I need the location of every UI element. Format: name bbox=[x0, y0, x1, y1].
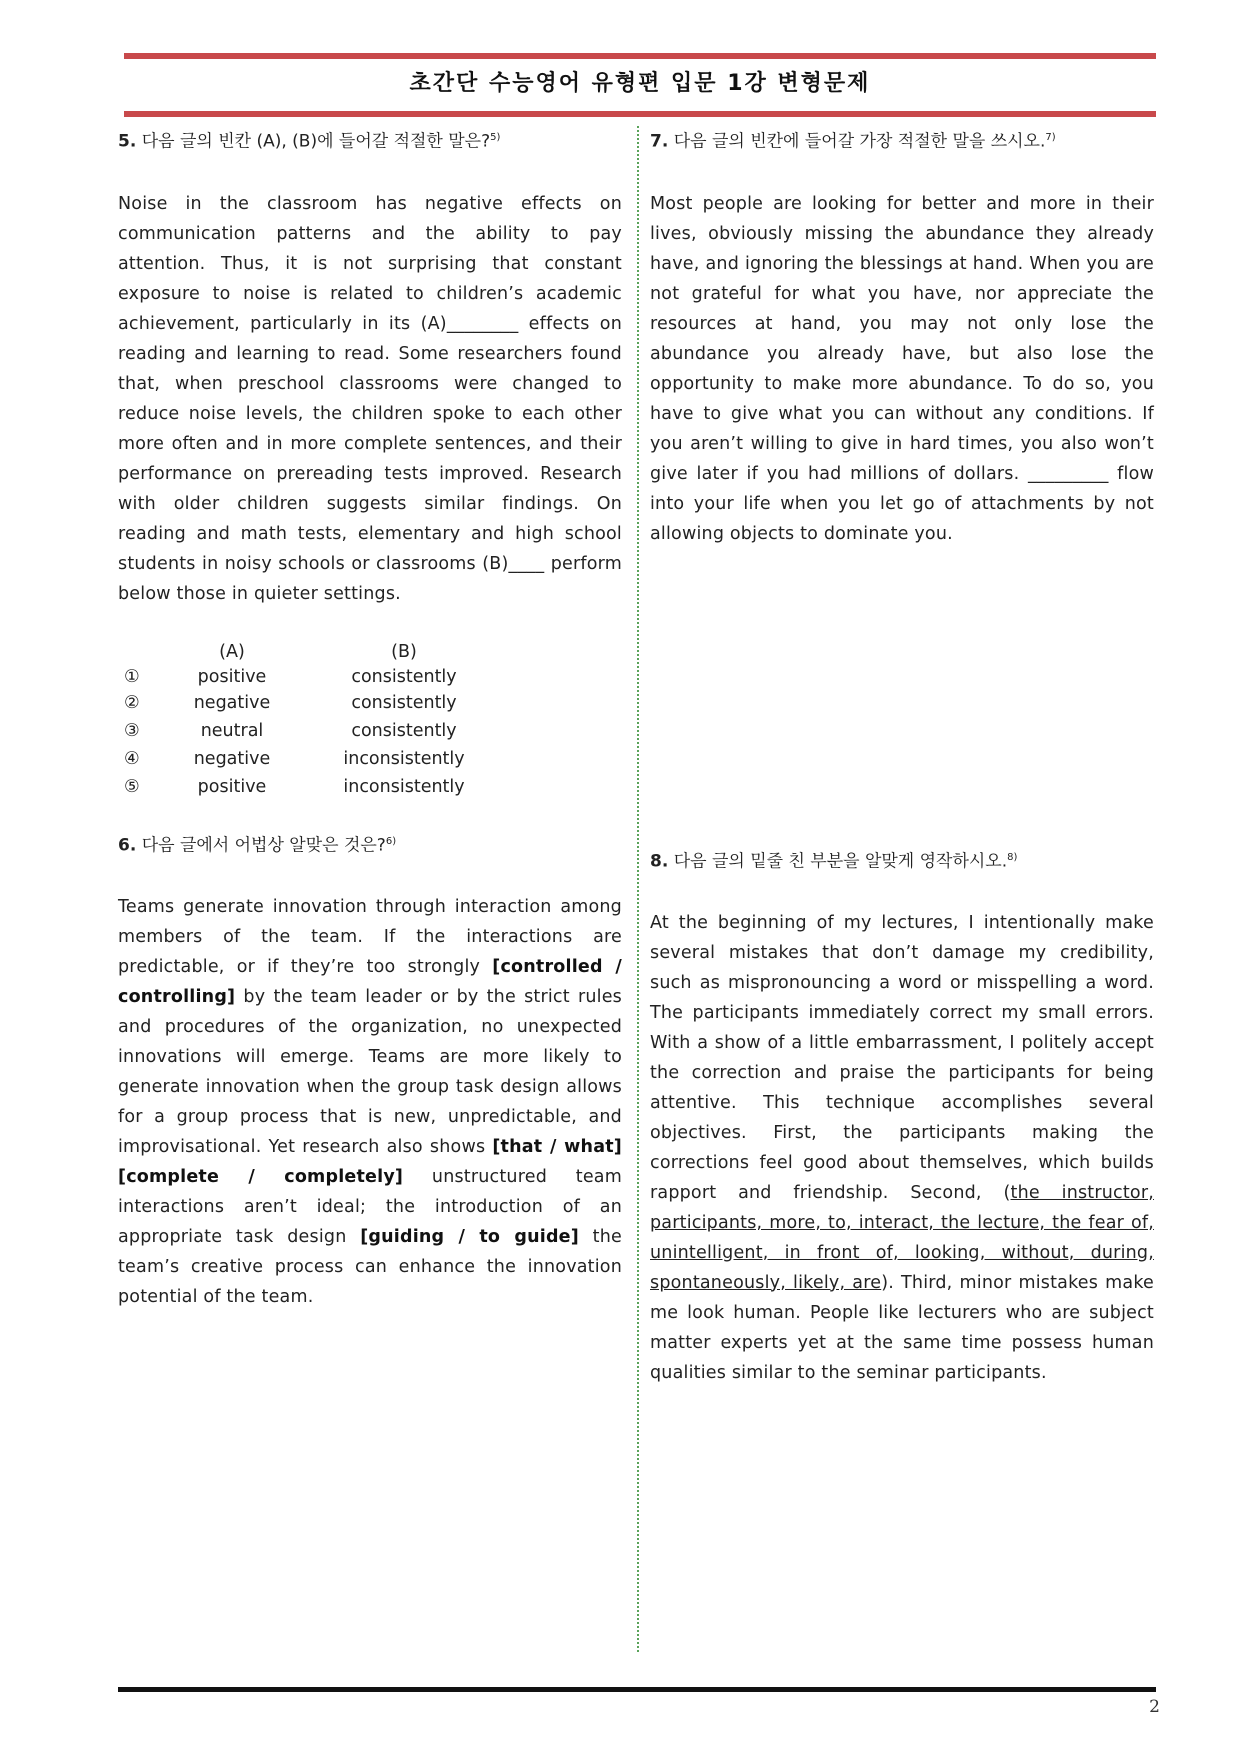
question-8-heading bbox=[650, 846, 1154, 874]
passage-text: At the beginning of my lectures, I intentionally make several mistakes that don’t damage my credibility, such as mispronouncing a word or misspelling a word. The participants immediately correct my small errors. With a show of a little embarrassment, I politely accept the correction and praise the participants for being attentive. This technique accomplishes several objectives. First, the participants making the corrections feel good about themselves, which builds rapport and friendship. Second, ( bbox=[650, 912, 1154, 1203]
question-7-number: 7. bbox=[650, 131, 669, 152]
question-8 bbox=[650, 846, 1154, 1388]
passage-text: unstructured team interactions aren’t ideal; the introduction of an appropriate task design bbox=[118, 1166, 622, 1247]
choice-a-value: negative bbox=[193, 693, 271, 713]
choice-row bbox=[118, 721, 458, 747]
passage-text: by the team leader or by the strict rules and procedures of the organization, no unexpected innovations will emerge. Teams are more likely to generate innovation when the group task design allows for a group process that is new, unpredictable, and improvisational. Yet research also shows bbox=[118, 986, 622, 1157]
question-7 bbox=[650, 126, 1154, 549]
column-divider bbox=[637, 126, 639, 1652]
header-bottom-rule bbox=[124, 111, 1156, 117]
grammar-choice-1: [controlled / controlling] bbox=[118, 956, 622, 1007]
choice-a-value: negative bbox=[193, 749, 271, 769]
choice-a-value: neutral bbox=[200, 721, 264, 741]
choice-b-value: consistently bbox=[351, 721, 457, 741]
choice-a-value: positive bbox=[197, 667, 267, 687]
choice-number: ④ bbox=[124, 749, 140, 769]
grammar-choice-4: [guiding / to guide] bbox=[360, 1226, 579, 1247]
question-7-heading bbox=[650, 126, 1154, 154]
footer-rule bbox=[118, 1687, 1156, 1692]
question-8-number: 8. bbox=[650, 851, 669, 872]
choice-row bbox=[118, 749, 465, 775]
grammar-choice-3: [complete / completely] bbox=[118, 1166, 404, 1187]
choice-b-value: consistently bbox=[351, 667, 457, 687]
choice-number: ① bbox=[124, 667, 140, 687]
page-number: 2 bbox=[1149, 1697, 1160, 1717]
choice-number: ② bbox=[124, 693, 140, 713]
question-7-passage: Most people are looking for better and more in their lives, obviously missing the abundance they already have, and ignoring the blessings at hand. When you are not grateful for what you have, nor appreciate the resources at hand, you may not only lose the abundance you already have, but also lose the opportunity to make more abundance. To do so, you have to give what you can without any conditions. If you aren’t willing to give in hard times, you also won’t give later if you had millions of dollars. _________ flow into your life when you let go of attachments by not allowing objects to dominate you. bbox=[650, 193, 1154, 544]
choice-b-value: inconsistently bbox=[343, 749, 465, 769]
question-7-prompt: 다음 글의 빈칸에 들어갈 가장 적절한 말을 쓰시오. bbox=[668, 131, 1046, 152]
question-6 bbox=[118, 830, 622, 1312]
choice-number: ⑤ bbox=[124, 777, 140, 797]
choice-a-value: positive bbox=[197, 777, 267, 797]
choice-row bbox=[118, 667, 458, 693]
header-top-rule bbox=[124, 53, 1156, 59]
question-5 bbox=[118, 126, 622, 609]
choices-header bbox=[118, 642, 458, 668]
question-6-prompt: 다음 글에서 어법상 알맞은 것은? bbox=[136, 835, 386, 856]
question-8-footnote: 8) bbox=[1007, 852, 1018, 863]
question-6-passage bbox=[118, 892, 622, 1312]
question-6-number: 6. bbox=[118, 835, 137, 856]
passage-text: the team’s creative process can enhance the innovation potential of the team. bbox=[118, 1226, 622, 1307]
choice-row bbox=[118, 777, 465, 803]
question-5-passage: Noise in the classroom has negative effects on communication patterns and the ability to pay attention. Thus, it is not surprising that constant exposure to noise is related to children’s academic achievement, particularly in its (A)________ effects on reading and learning to read. Some researchers found that, when preschool classrooms were changed to reduce noise levels, the children spoke to each other more often and in more complete sentences, and their performance on prereading tests improved. Research with older children suggests similar findings. On reading and math tests, elementary and high school students in noisy schools or classrooms (B)____ perform below those in quieter settings. bbox=[118, 193, 622, 604]
choice-b-value: consistently bbox=[351, 693, 457, 713]
choices-column-b-header: (B) bbox=[391, 642, 417, 662]
question-5-number: 5. bbox=[118, 131, 137, 152]
question-6-footnote: 6) bbox=[385, 836, 397, 847]
underlined-phrase: the instructor, participants, more, to, interact, the lecture, the fear of, unintelligent, in front of, looking, without, during, spontaneously, likely, are bbox=[650, 1182, 1154, 1293]
page-title: 초간단 수능영어 유형편 입문 1강 변형문제 bbox=[409, 71, 871, 96]
question-5-footnote: 5) bbox=[490, 132, 501, 143]
question-5-prompt: 다음 글의 빈칸 (A), (B)에 들어갈 적절한 말은? bbox=[136, 131, 491, 152]
question-8-prompt: 다음 글의 밑줄 친 부분을 알맞게 영작하시오. bbox=[668, 851, 1008, 872]
passage-text: Teams generate innovation through interaction among members of the team. If the interactions are predictable, or if they’re too strongly bbox=[118, 896, 622, 977]
question-6-heading bbox=[118, 830, 622, 858]
choice-number: ③ bbox=[124, 721, 140, 741]
question-8-passage bbox=[650, 908, 1154, 1388]
choice-b-value: inconsistently bbox=[343, 777, 465, 797]
question-7-footnote: 7) bbox=[1045, 132, 1056, 143]
choice-row bbox=[118, 693, 458, 719]
passage-text: ). Third, minor mistakes make me look human. People like lecturers who are subject matter experts yet at the same time possess human qualities similar to the seminar participants. bbox=[650, 1272, 1154, 1383]
choices-column-a-header: (A) bbox=[219, 642, 245, 662]
grammar-choice-2: [that / what] bbox=[492, 1136, 622, 1157]
question-5-heading bbox=[118, 126, 622, 154]
